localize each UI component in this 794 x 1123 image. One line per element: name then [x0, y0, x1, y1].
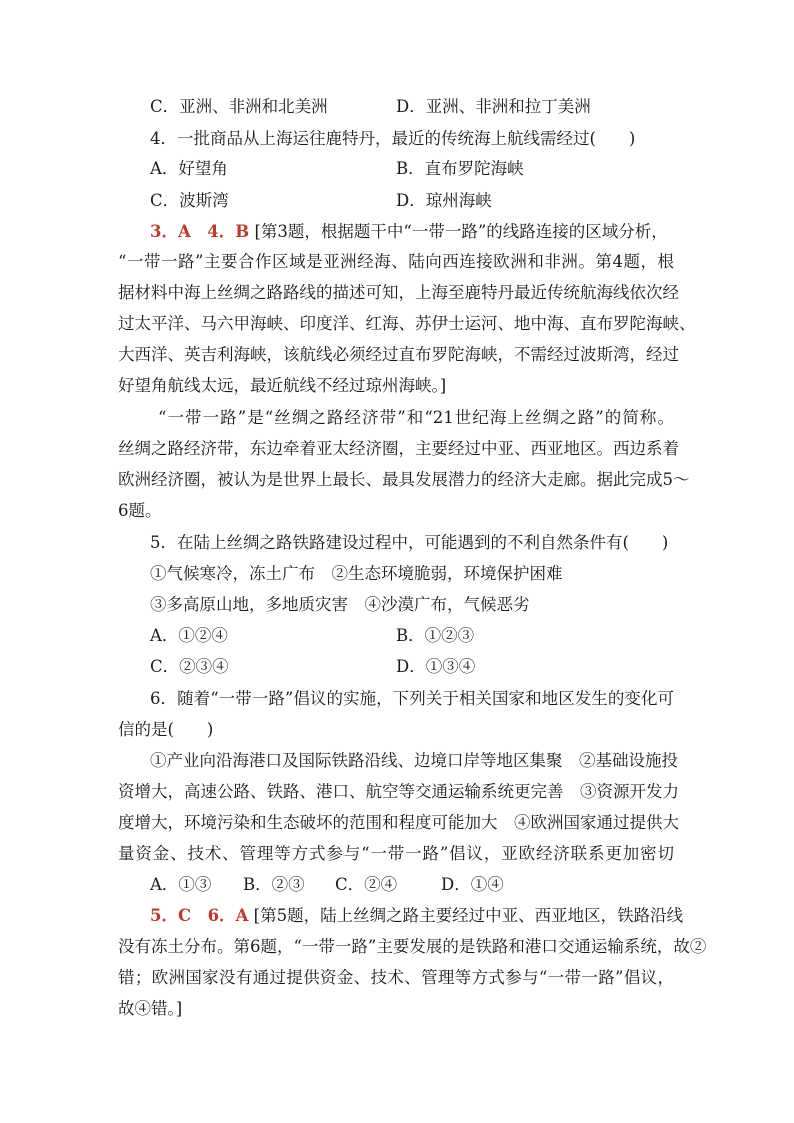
answer-3-4-line-4: 过太平洋、马六甲海峡、印度洋、红海、苏伊士运河、地中海、直布罗陀海峡、: [118, 314, 696, 333]
q5-option-b: B．①②③: [396, 626, 475, 645]
q3-option-d: D．亚洲、非洲和拉丁美洲: [396, 97, 591, 116]
q5-option-a: A．①②④: [150, 626, 228, 645]
q6-option-a: A．①③: [150, 875, 212, 894]
answer-5-6-line-4: 故④错。]: [118, 999, 183, 1018]
answer-5-6-line-2: 没有冻土分布。第6题，“一带一路”主要发展的是铁路和港口交通运输系统，故②: [118, 937, 707, 956]
q6-option-c: C．②④: [335, 875, 398, 894]
passage-line-1: “一带一路”是“丝绸之路经济带”和“21世纪海上丝绸之路”的简称。: [158, 408, 674, 427]
q4-option-b: B．直布罗陀海峡: [396, 159, 524, 178]
answer-3-4-line-6: 好望角航线太远，最近航线不经过琼州海峡。]: [118, 376, 447, 395]
answer-5-6-key: 5．C 6．A: [150, 906, 249, 925]
q6-items-line-4: 量资金、技术、管理等方式参与“一带一路”倡议，亚欧经济联系更加密切: [118, 844, 674, 863]
q6-option-b: B．②③: [243, 875, 305, 894]
q3-option-c: C．亚洲、非洲和北美洲: [150, 97, 328, 116]
q6-items-line-1: ①产业向沿海港口及国际铁路沿线、边境口岸等地区集聚 ②基础设施投: [150, 751, 678, 770]
answer-5-6-text-1: [第5题，陆上丝绸之路主要经过中亚、西亚地区，铁路沿线: [253, 906, 684, 925]
answer-5-6-line-1: [150, 905, 684, 927]
passage-line-3: 欧洲经济圈，被认为是世界上最长、最具发展潜力的经济大走廊。据此完成5～: [118, 470, 690, 489]
q4-option-d: D．琼州海峡: [396, 191, 492, 210]
q4-stem: 4．一批商品从上海运往鹿特丹，最近的传统海上航线需经过( ): [150, 129, 636, 148]
q6-items-line-2: 资增大，高速公路、铁路、港口、航空等交通运输系统更完善 ③资源开发力: [118, 782, 679, 801]
passage-line-4: 6题。: [118, 501, 162, 520]
q6-stem-line-2: 信的是( ): [118, 720, 214, 739]
q5-option-d: D．①③④: [396, 657, 476, 676]
answer-3-4-line-1: [150, 221, 674, 243]
answer-3-4-line-5: 大西洋、英吉利海峡，该航线必须经过直布罗陀海峡，不需经过波斯湾，经过: [118, 345, 679, 364]
answer-3-4-line-3: 据材料中海上丝绸之路路线的描述可知，上海至鹿特丹最近传统航海线依次经: [118, 283, 679, 302]
q5-items-3-4: ③多高原山地，多地质灾害 ④沙漠广布，气候恶劣: [150, 595, 530, 614]
answer-3-4-line-2: “一带一路”主要合作区域是亚洲经海、陆向西连接欧洲和非洲。第4题，根: [118, 252, 674, 271]
q6-stem-line-1: 6．随着“一带一路”倡议的实施，下列关于相关国家和地区发生的变化可: [150, 689, 674, 708]
answer-5-6-line-3: 错；欧洲国家没有通过提供资金、技术、管理等方式参与“一带一路”倡议，: [118, 968, 674, 987]
q6-items-line-3: 度增大，环境污染和生态破坏的范围和程度可能加大 ④欧洲国家通过提供大: [118, 813, 679, 832]
q5-stem: 5．在陆上丝绸之路铁路建设过程中，可能遇到的不利自然条件有( ): [150, 533, 669, 552]
passage-line-2: 丝绸之路经济带，东边牵着亚太经济圈，主要经过中亚、西亚地区。西边系着: [118, 439, 679, 458]
q4-option-a: A．好望角: [150, 159, 228, 178]
answer-3-4-key: 3．A 4．B: [150, 222, 250, 241]
q5-option-c: C．②③④: [150, 657, 229, 676]
q5-items-1-2: ①气候寒冷，冻土广布 ②生态环境脆弱，环境保护困难: [150, 564, 563, 583]
q4-option-c: C．波斯湾: [150, 191, 229, 210]
answer-3-4-text-1: [第3题，根据题干中“一带一路”的线路连接的区域分析，: [254, 222, 668, 241]
q6-option-d: D．①④: [441, 875, 504, 894]
